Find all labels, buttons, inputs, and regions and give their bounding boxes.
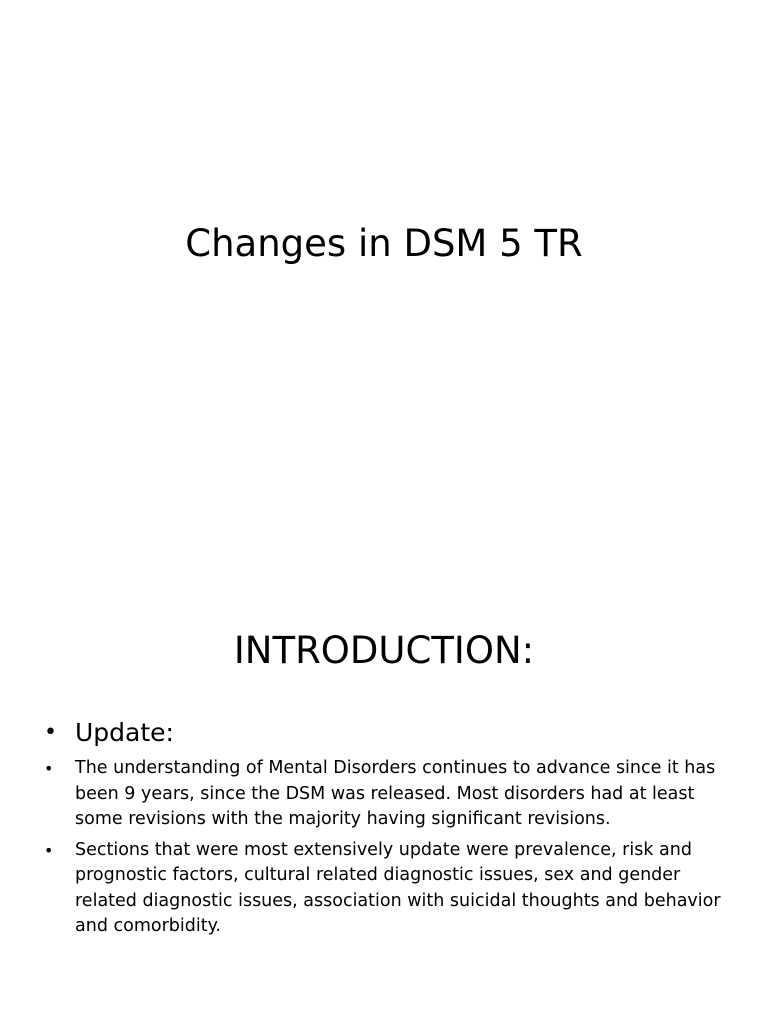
bullet-text: The understanding of Mental Disorders continues to advance since it has been 9 years, since the DSM was released. Most disorders had at least some revisions with the majority having significant revisions. (75, 758, 716, 829)
bullet-icon: • (44, 759, 54, 778)
bullet-icon: • (44, 840, 54, 860)
bullet-text: Sections that were most extensively update were prevalence, risk and prognostic factors, cultural related diagnostic issues, sex and gender related diagnostic issues, association with suicidal thoughts and behavior and comorbidity. (75, 839, 721, 936)
section-heading: INTRODUCTION: (233, 629, 535, 672)
bullet-icon: • (44, 720, 57, 745)
bullet-text: Update: (75, 718, 174, 747)
slide-title: Changes in DSM 5 TR (185, 222, 583, 265)
bullet-item (40, 756, 730, 833)
bullet-item (40, 838, 730, 940)
bullet-list (40, 716, 730, 945)
bullet-item (40, 716, 730, 750)
